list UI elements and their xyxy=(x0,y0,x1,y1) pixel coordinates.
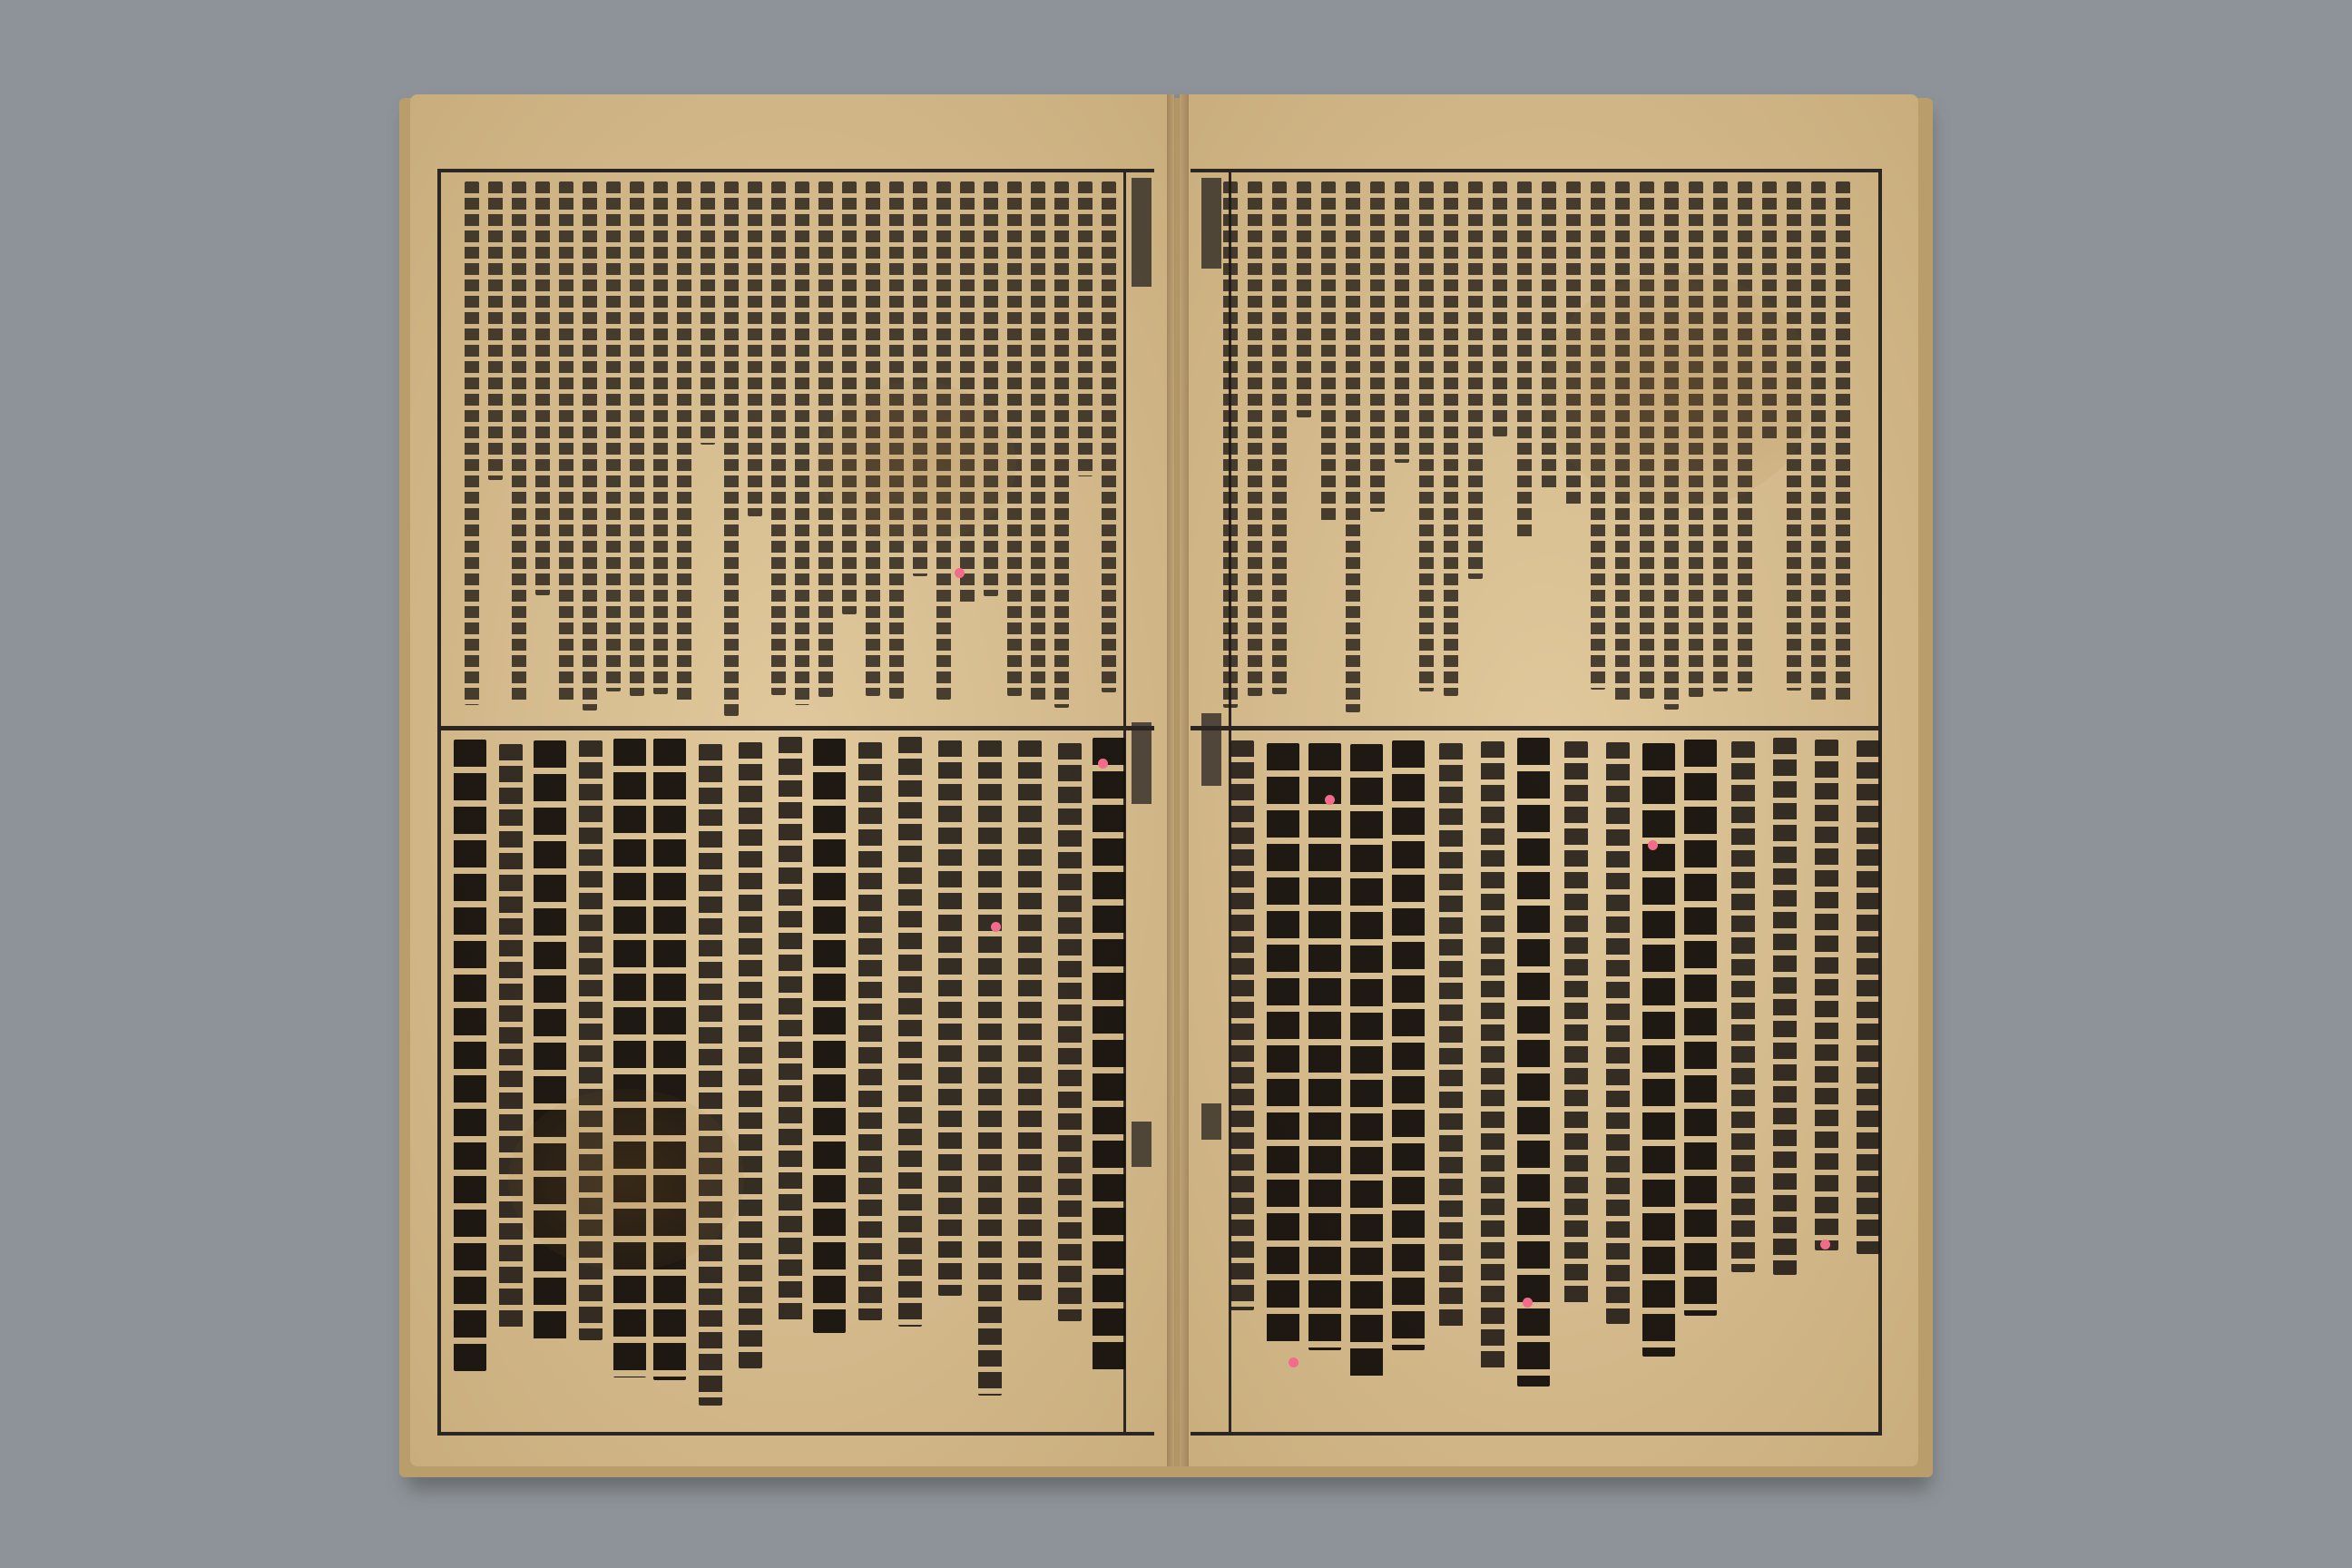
printed-text-column xyxy=(1308,743,1341,1349)
printed-text-column xyxy=(978,740,1002,1396)
printed-text-column xyxy=(559,181,573,701)
printed-text-column xyxy=(613,739,646,1377)
right-middle-rule xyxy=(1191,726,1882,730)
printed-text-column xyxy=(1606,742,1630,1323)
printed-text-column xyxy=(1564,741,1588,1307)
printed-text-column xyxy=(739,742,762,1368)
printed-text-column xyxy=(1350,744,1383,1381)
red-dot-stamp xyxy=(955,568,965,578)
printed-text-column xyxy=(1857,740,1880,1254)
red-dot-stamp xyxy=(1648,840,1658,850)
printed-text-column xyxy=(1297,181,1311,417)
left-middle-rule xyxy=(437,726,1154,730)
printed-text-column xyxy=(699,744,722,1406)
printed-text-column xyxy=(1267,743,1299,1348)
printed-text-column xyxy=(1093,738,1125,1372)
printed-text-column xyxy=(454,740,486,1370)
printed-text-column xyxy=(1773,738,1797,1275)
printed-text-column xyxy=(938,740,962,1297)
printed-text-column xyxy=(858,742,882,1320)
printed-text-column xyxy=(779,737,802,1322)
printed-text-column xyxy=(583,181,597,710)
printed-text-column xyxy=(1395,181,1409,463)
printed-text-column xyxy=(813,739,846,1333)
left-center-band xyxy=(1123,169,1159,1432)
printed-text-column xyxy=(795,181,809,705)
printed-text-column xyxy=(1493,181,1507,436)
printed-text-column xyxy=(1419,181,1434,691)
printed-text-column xyxy=(1815,740,1838,1250)
printed-text-column xyxy=(1018,740,1042,1301)
printed-text-column xyxy=(677,181,691,703)
printed-text-column xyxy=(1811,181,1826,701)
printed-text-column xyxy=(1054,181,1069,708)
printed-text-column xyxy=(1346,181,1360,712)
red-dot-stamp xyxy=(1523,1298,1533,1308)
red-dot-stamp xyxy=(1289,1357,1298,1367)
printed-text-column xyxy=(1031,181,1045,701)
printed-text-column xyxy=(1642,743,1675,1356)
printed-text-column xyxy=(1684,740,1717,1316)
printed-text-column xyxy=(630,181,644,696)
printed-text-column xyxy=(653,181,668,694)
printed-text-column xyxy=(1078,181,1093,476)
printed-text-column xyxy=(748,181,762,516)
printed-text-column xyxy=(1444,181,1458,696)
printed-text-column xyxy=(1230,740,1254,1309)
printed-text-column xyxy=(1517,181,1532,541)
printed-text-column xyxy=(1517,738,1550,1387)
printed-text-column xyxy=(1370,181,1385,512)
printed-text-column xyxy=(1481,741,1504,1370)
red-dot-stamp xyxy=(1820,1240,1830,1250)
book-gutter xyxy=(1167,94,1189,1466)
printed-text-column xyxy=(1248,181,1262,696)
printed-text-column xyxy=(1468,181,1483,579)
printed-text-column xyxy=(512,181,526,703)
printed-text-column xyxy=(771,181,786,695)
printed-text-column xyxy=(984,181,998,596)
printed-text-column xyxy=(1836,181,1850,704)
printed-text-column xyxy=(701,181,715,445)
printed-text-column xyxy=(606,181,621,691)
printed-text-column xyxy=(1392,740,1425,1350)
printed-text-column xyxy=(1272,181,1287,694)
printed-text-column xyxy=(1542,181,1556,491)
red-dot-stamp xyxy=(1098,759,1108,769)
printed-text-column xyxy=(898,737,922,1327)
printed-text-column xyxy=(1731,741,1755,1272)
printed-text-column xyxy=(1439,743,1463,1330)
printed-text-column xyxy=(1058,743,1082,1321)
printed-text-column xyxy=(1102,181,1116,692)
red-dot-stamp xyxy=(1325,795,1335,805)
printed-text-column xyxy=(724,181,739,716)
red-dot-stamp xyxy=(991,922,1001,932)
printed-text-column xyxy=(1321,181,1336,521)
printed-text-column xyxy=(465,181,479,705)
printed-text-column xyxy=(1223,181,1238,708)
printed-text-column xyxy=(499,744,523,1329)
printed-text-column xyxy=(535,181,550,595)
printed-text-column xyxy=(488,181,503,480)
printed-text-column xyxy=(653,739,686,1380)
